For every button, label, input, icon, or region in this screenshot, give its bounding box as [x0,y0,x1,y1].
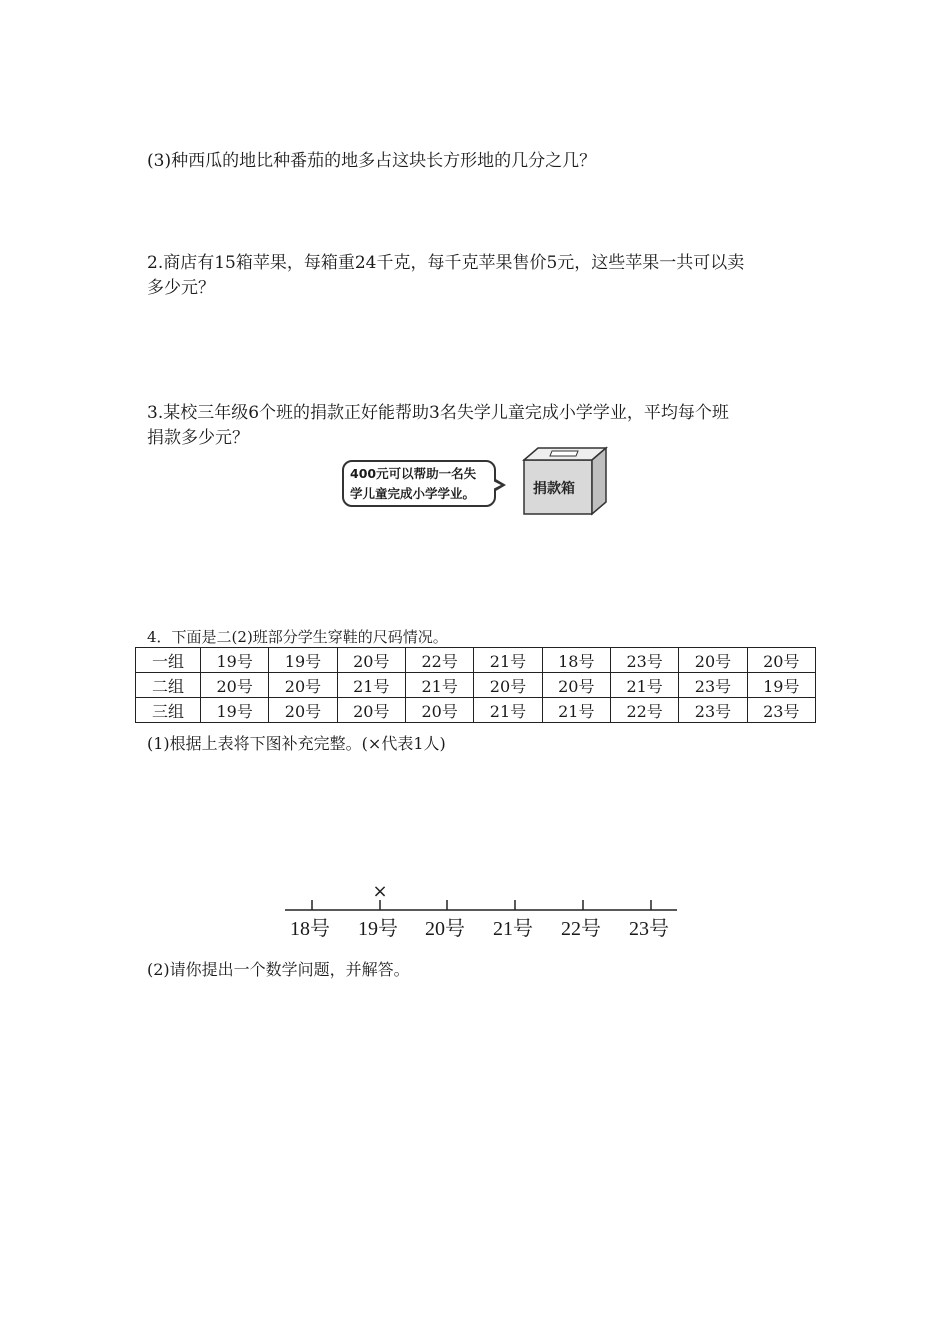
table-cell: 21号 [337,673,405,698]
table-cell: 19号 [201,698,269,723]
group-cell: 一组 [136,648,201,673]
table-cell: 20号 [679,648,747,673]
table-cell: 20号 [269,673,337,698]
table-cell: 19号 [269,648,337,673]
table-row [136,673,816,698]
speech-bubble-line-1: 400元可以帮助一名失 [350,466,477,481]
number-line-label: 20号 [425,918,465,940]
table-cell: 22号 [610,698,678,723]
question-4-part-1: (1)根据上表将下图补充完整。(×代表1人) [147,734,446,753]
table-cell: 20号 [542,673,610,698]
number-line-label: 21号 [493,918,533,940]
table-cell: 23号 [610,648,678,673]
speech-bubble-tail-inner [493,481,501,489]
table-row [136,648,816,673]
number-line [280,880,680,915]
table-cell: 20号 [269,698,337,723]
tally-mark: × [372,881,388,902]
table-cell: 22号 [405,648,473,673]
question-2-line-2: 多少元？ [147,278,215,298]
table-cell: 20号 [337,648,405,673]
table-cell: 19号 [201,648,269,673]
group-cell: 三组 [136,698,201,723]
speech-bubble [342,460,496,507]
table-cell: 20号 [474,673,542,698]
table-cell: 23号 [679,673,747,698]
table-cell: 23号 [747,698,815,723]
question-2-line-1: 2.商店有15箱苹果，每箱重24千克，每千克苹果售价5元，这些苹果一共可以卖 [147,253,745,273]
table-cell: 20号 [405,698,473,723]
table-cell: 20号 [201,673,269,698]
table-cell: 18号 [542,648,610,673]
question-4-part-2: (2)请你提出一个数学问题，并解答。 [147,960,410,979]
table-cell: 20号 [747,648,815,673]
table-cell: 21号 [474,698,542,723]
number-line-label: 23号 [629,918,669,940]
shoe-size-table [135,647,816,723]
question-1-part-3: (3)种西瓜的地比种番茄的地多占这块长方形地的几分之几？ [147,151,597,171]
group-cell: 二组 [136,673,201,698]
table-cell: 19号 [747,673,815,698]
table-cell: 21号 [405,673,473,698]
question-3-line-2: 捐款多少元？ [147,428,249,448]
table-cell: 21号 [474,648,542,673]
table-row [136,698,816,723]
table-cell: 21号 [610,673,678,698]
question-4-title: 4．下面是二(2)班部分学生穿鞋的尺码情况。 [147,628,448,646]
question-3-line-1: 3.某校三年级6个班的捐款正好能帮助3名失学儿童完成小学学业，平均每个班 [147,403,729,423]
speech-bubble-line-2: 学儿童完成小学学业。 [350,486,476,501]
donation-box-label: 捐款箱 [533,481,575,497]
number-line-label: 18号 [290,918,330,940]
table-cell: 23号 [679,698,747,723]
table-cell: 21号 [542,698,610,723]
number-line-label: 19号 [358,918,398,940]
number-line-label: 22号 [561,918,601,940]
table-cell: 20号 [337,698,405,723]
